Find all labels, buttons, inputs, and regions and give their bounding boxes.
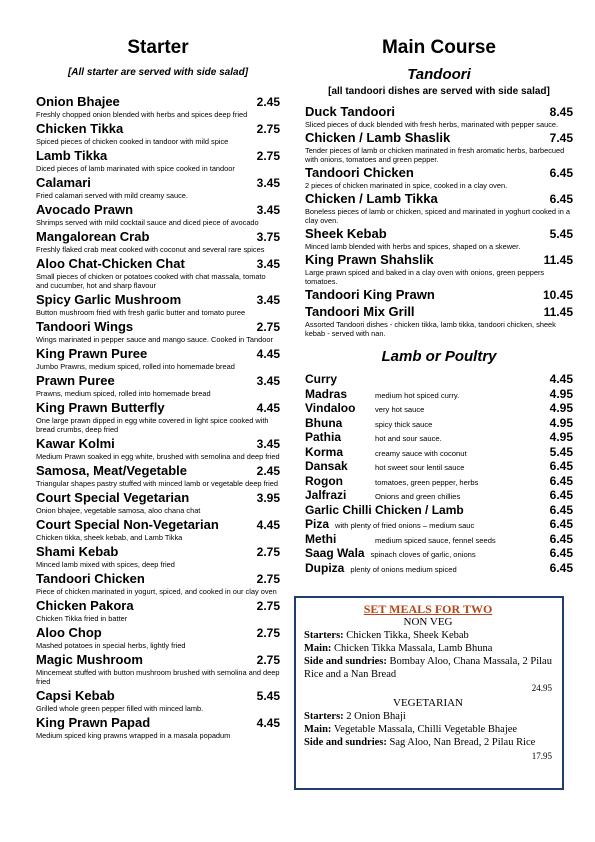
curry-item — [305, 474, 573, 489]
non-veg-price: 24.95 — [531, 683, 552, 693]
item-name: Kawar Kolmi — [36, 436, 115, 451]
curry-item — [305, 503, 573, 518]
item-name: King Prawn Puree — [36, 346, 148, 361]
starter-item — [36, 517, 280, 542]
item-description: Triangular shapes pastry stuffed with minced lamb or vegetable deep fried — [36, 479, 278, 488]
tandoori-heading: Tandoori — [407, 66, 471, 83]
item-description: Fried calamari served with mild creamy sauce. — [36, 191, 188, 200]
item-name: Shami Kebab — [36, 544, 119, 559]
tandoori-item — [305, 104, 573, 129]
curry-item — [305, 532, 573, 547]
curry-description: creamy sauce with coconut — [375, 448, 467, 458]
curry-name: Madras — [305, 386, 348, 401]
tandoori-item — [305, 165, 573, 190]
starter-item — [36, 148, 280, 173]
item-description: Diced pieces of lamb marinated with spice cooked in tandoor — [36, 164, 235, 173]
item-price: 7.45 — [549, 131, 573, 145]
curry-item — [305, 387, 573, 402]
curry-name: Bhuna — [305, 415, 343, 430]
item-name: Aloo Chat-Chicken Chat — [36, 256, 185, 271]
item-price: 11.45 — [543, 305, 573, 319]
item-name: Tandoori Chicken — [305, 165, 414, 180]
item-price: 4.45 — [256, 518, 280, 532]
curry-price: 4.95 — [549, 430, 573, 444]
item-description: Sliced pieces of duck blended with fresh herbs, marinated with pepper sauce. — [305, 120, 559, 129]
curry-item — [305, 401, 573, 416]
veg-heading: VEGETARIAN — [393, 697, 463, 709]
item-description: Prawns, medium spiced, rolled into homemade bread — [36, 389, 211, 398]
item-description: Button mushroom fried with fresh garlic butter and tomato puree — [36, 308, 246, 317]
tandoori-item — [305, 287, 573, 303]
item-price: 2.75 — [256, 599, 280, 613]
curry-price: 4.95 — [549, 415, 573, 430]
item-name: Tandoori Wings — [36, 319, 134, 334]
curry-item — [305, 416, 573, 431]
curry-price: 6.45 — [549, 531, 573, 546]
item-price: 6.45 — [549, 166, 573, 180]
tandoori-item — [305, 304, 573, 338]
non-veg-sides: Side and sundries: Bombay Aloo, Chana Massala, 2 Pilau Rice and a Nan Bread — [304, 656, 552, 680]
item-name: Chicken Tikka — [36, 121, 124, 136]
curry-item — [305, 561, 573, 576]
starter-heading: Starter — [127, 37, 189, 58]
lamb-poultry-heading: Lamb or Poultry — [381, 348, 497, 365]
curry-price: 6.45 — [549, 488, 573, 502]
starter-item — [36, 121, 280, 146]
item-name: Tandoori Chicken — [36, 571, 145, 586]
item-name: Tandoori King Prawn — [305, 287, 435, 302]
curry-item — [305, 517, 573, 532]
veg-main: Main: Vegetable Massala, Chilli Vegetable Bhajee — [304, 724, 518, 735]
item-price: 5.45 — [256, 689, 280, 703]
item-description: Minced lamb blended with herbs and spices, shaped on a skewer. — [305, 242, 521, 251]
lamb-poultry-list — [305, 372, 573, 575]
item-name: Calamari — [36, 175, 91, 190]
curry-price: 6.45 — [549, 546, 573, 560]
curry-description: hot and sour sauce. — [375, 434, 442, 443]
item-price: 2.45 — [256, 95, 280, 109]
curry-name: Pathia — [305, 430, 342, 444]
curry-description: spinach cloves of garlic, onions — [370, 550, 476, 559]
starter-item — [36, 202, 280, 227]
item-price: 2.75 — [256, 653, 280, 667]
curry-description: Onions and green chillies — [375, 492, 461, 501]
curry-name: Rogon — [305, 473, 343, 488]
starter-item — [36, 319, 280, 344]
item-name: Chicken / Lamb Shaslik — [305, 130, 451, 145]
starter-item — [36, 175, 280, 200]
curry-description: plenty of onions medium spiced — [350, 564, 457, 574]
starter-item — [36, 292, 280, 317]
item-description: Piece of chicken marinated in yogurt, spiced, and cooked in our clay oven — [36, 587, 277, 596]
tandoori-item — [305, 191, 573, 225]
item-name: Lamb Tikka — [36, 148, 108, 163]
tandoori-item — [305, 130, 573, 164]
item-name: Duck Tandoori — [305, 104, 396, 119]
curry-item — [305, 546, 573, 561]
item-price: 4.45 — [256, 347, 280, 361]
tandoori-item — [305, 252, 573, 286]
item-name: Tandoori Mix Grill — [305, 304, 415, 319]
curry-item — [305, 488, 573, 503]
item-name: Spicy Garlic Mushroom — [36, 292, 182, 307]
item-name: Mangalorean Crab — [36, 229, 150, 244]
main-course-column — [305, 36, 573, 575]
curry-item — [305, 430, 573, 445]
item-description: Assorted Tandoori dishes - chicken tikka, lamb tikka, tandoori chicken, sheek kebab - served with nan. — [305, 320, 556, 338]
tandoori-note: [all tandoori dishes are served with side salad] — [328, 86, 550, 97]
starter-item — [36, 544, 280, 569]
starter-item — [36, 688, 280, 713]
starter-item — [36, 229, 280, 254]
item-description: Mincemeat stuffed with button mushroom brushed with semolina and deep fried — [36, 668, 280, 686]
tandoori-list — [305, 104, 573, 338]
item-price: 4.45 — [256, 716, 280, 730]
item-price: 2.75 — [256, 572, 280, 586]
curry-name: Korma — [305, 444, 344, 459]
item-price: 2.75 — [256, 320, 280, 334]
item-price: 2.75 — [256, 545, 280, 559]
curry-price: 4.95 — [549, 386, 573, 401]
non-veg-heading: NON VEG — [403, 616, 453, 628]
item-price: 2.75 — [256, 626, 280, 640]
starter-item — [36, 490, 280, 515]
veg-sides: Side and sundries: Sag Aloo, Nan Bread, 2 Pilau Rice — [304, 737, 536, 748]
item-price: 5.45 — [549, 227, 573, 241]
item-description: Large prawn spiced and baked in a clay oven with onions, green peppers tomatoes. — [305, 268, 545, 286]
item-price: 3.45 — [256, 203, 280, 217]
curry-description: spicy thick sauce — [375, 419, 433, 429]
curry-price: 5.45 — [549, 444, 573, 459]
item-description: Small pieces of chicken or potatoes cooked with chat massala, tomato and cucumber, hot and sharp flavour — [36, 272, 266, 290]
item-name: Capsi Kebab — [36, 688, 115, 703]
starter-item — [36, 625, 280, 650]
item-price: 11.45 — [543, 253, 573, 267]
starter-item — [36, 256, 280, 290]
item-description: Minced lamb mixed with spices, deep fried — [36, 560, 175, 569]
item-price: 6.45 — [549, 192, 573, 206]
item-description: Shrimps served with mild cocktail sauce and diced piece of avocado — [36, 218, 259, 227]
starter-column — [36, 36, 280, 742]
item-description: Tender pieces of lamb or chicken marinated in fresh aromatic herbs, barbecued with onions, tomatoes and green pepper. — [305, 146, 565, 164]
item-name: Sheek Kebab — [305, 226, 387, 241]
curry-price: 6.45 — [549, 459, 573, 473]
curry-price: 6.45 — [549, 517, 573, 531]
item-description: Spiced pieces of chicken cooked in tandoor with mild spice — [36, 137, 229, 146]
curry-item — [305, 445, 573, 460]
item-description: Grilled whole green pepper filled with minced lamb. — [36, 704, 204, 713]
item-description: Freshly chopped onion blended with herbs and spices deep fried — [36, 110, 248, 119]
curry-price: 6.45 — [549, 560, 573, 575]
curry-description: medium spiced sauce, fennel seeds — [375, 535, 496, 545]
item-description: Medium Prawn soaked in egg white, brushed with semolina and deep fried — [36, 452, 280, 461]
item-name: King Prawn Papad — [36, 715, 151, 730]
curry-name: Methi — [305, 531, 337, 546]
starter-item — [36, 571, 280, 596]
tandoori-item — [305, 226, 573, 251]
item-price: 3.45 — [256, 176, 280, 190]
starter-item — [36, 652, 280, 686]
main-course-heading: Main Course — [381, 37, 497, 58]
item-name: King Prawn Shahslik — [305, 252, 434, 267]
non-veg-main: Main: Chicken Tikka Massala, Lamb Bhuna — [304, 643, 493, 654]
non-veg-starters: Starters: Chicken Tikka, Sheek Kebab — [304, 630, 469, 641]
veg-starters: Starters: 2 Onion Bhaji — [304, 711, 406, 722]
starter-item — [36, 436, 280, 461]
item-price: 3.95 — [256, 491, 280, 505]
curry-name: Dansak — [305, 459, 348, 473]
curry-price: 4.45 — [549, 372, 573, 386]
item-name: Samosa, Meat/Vegetable — [36, 463, 188, 478]
item-price: 4.45 — [256, 401, 280, 415]
item-description: Jumbo Prawns, medium spiced, rolled into homemade bread — [36, 362, 235, 371]
curry-description: medium hot spiced curry. — [375, 390, 460, 400]
curry-description: tomatoes, green pepper, herbs — [375, 477, 479, 487]
item-price: 2.45 — [256, 464, 280, 478]
item-name: Magic Mushroom — [36, 652, 143, 667]
starter-list — [36, 94, 280, 740]
curry-description: hot sweet sour lentil sauce — [375, 463, 465, 472]
starter-item — [36, 598, 280, 623]
item-name: Chicken Pakora — [36, 598, 134, 613]
curry-item — [305, 459, 573, 474]
item-price: 2.75 — [256, 149, 280, 163]
curry-name: Saag Wala — [305, 546, 365, 560]
starter-item — [36, 463, 280, 488]
curry-name: Curry — [305, 372, 338, 386]
item-price: 2.75 — [256, 122, 280, 136]
item-name: Court Special Vegetarian — [36, 490, 190, 505]
item-description: Medium spiced king prawns wrapped in a masala popadum — [36, 731, 231, 740]
item-name: Avocado Prawn — [36, 202, 134, 217]
item-description: Chicken Tikka fried in batter — [36, 614, 128, 623]
item-name: Prawn Puree — [36, 373, 115, 388]
veg-price: 17.95 — [531, 751, 552, 761]
curry-price: 4.95 — [549, 401, 573, 415]
item-description: Freshly flaked crab meat cooked with coconut and several rare spices — [36, 245, 265, 254]
set-meals-box — [294, 596, 564, 790]
item-price: 3.45 — [256, 293, 280, 307]
set-meals-title: SET MEALS FOR TWO — [363, 602, 493, 616]
item-price: 3.75 — [256, 230, 280, 244]
item-price: 3.45 — [256, 437, 280, 451]
item-name: King Prawn Butterfly — [36, 400, 165, 415]
curry-item — [305, 372, 573, 387]
starter-item — [36, 400, 280, 434]
starter-item — [36, 715, 280, 740]
curry-description: with plenty of fried onions – medium sauc — [335, 521, 475, 530]
item-name: Onion Bhajee — [36, 94, 120, 109]
item-description: Onion bhajee, vegetable samosa, aloo chana chat — [36, 506, 201, 515]
curry-price: 6.45 — [549, 473, 573, 488]
item-name: Aloo Chop — [36, 625, 102, 640]
curry-price: 6.45 — [549, 502, 573, 517]
item-price: 3.45 — [256, 257, 280, 271]
item-description: 2 pieces of chicken marinated in spice, cooked in a clay oven. — [305, 181, 508, 190]
item-name: Chicken / Lamb Tikka — [305, 191, 438, 206]
curry-name: Garlic Chilli Chicken / Lamb — [305, 502, 464, 517]
curry-name: Piza — [305, 517, 330, 531]
item-description: Mashed potatoes in special herbs, lightly fried — [36, 641, 186, 650]
item-price: 3.45 — [256, 374, 280, 388]
item-price: 8.45 — [549, 105, 573, 119]
curry-description: very hot sauce — [375, 405, 425, 414]
item-description: One large prawn dipped in egg white covered in light spice cooked with bread crumbs, deep fried — [36, 416, 269, 434]
item-name: Court Special Non-Vegetarian — [36, 517, 219, 532]
curry-name: Jalfrazi — [305, 488, 347, 502]
item-description: Wings marinated in pepper sauce and mango sauce. Cooked in Tandoor — [36, 335, 273, 344]
item-description: Chicken tikka, sheek kebab, and Lamb Tikka — [36, 533, 183, 542]
starter-item — [36, 373, 280, 398]
starter-note: [All starter are served with side salad] — [67, 67, 249, 78]
starter-item — [36, 94, 280, 119]
curry-name: Dupiza — [305, 560, 345, 575]
starter-item — [36, 346, 280, 371]
item-price: 10.45 — [542, 288, 573, 302]
curry-name: Vindaloo — [305, 401, 356, 415]
item-description: Boneless pieces of lamb or chicken, spiced and marinated in yoghurt cooked in a clay oven. — [305, 207, 570, 225]
